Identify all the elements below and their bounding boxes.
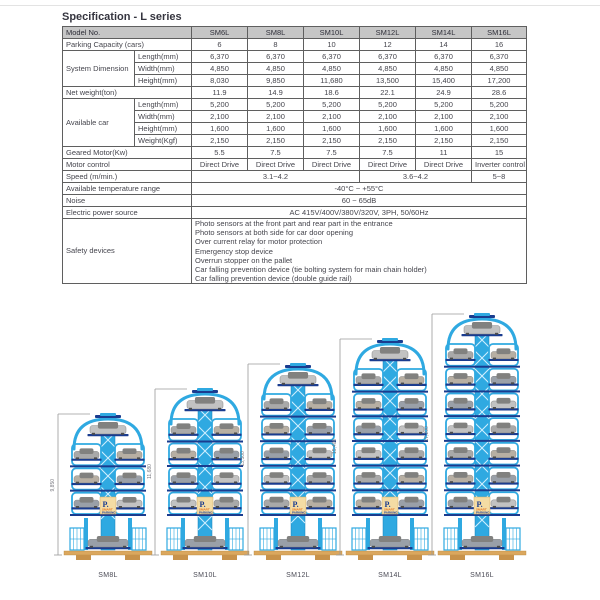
cell: 15 [472, 147, 527, 159]
sub-label: Length(mm) [135, 51, 192, 63]
header-model-sm12l: SM12L [360, 27, 416, 39]
tower-dim-label: 17,200 [424, 426, 430, 442]
svg-text:SMART: SMART [476, 507, 487, 512]
header-model-sm10l: SM10L [304, 27, 360, 39]
row-label-system-dimension: System Dimension [63, 51, 135, 87]
table-row-temperature [63, 183, 527, 195]
cell: 1,600 [416, 123, 472, 135]
smart-parking-sign [100, 497, 116, 515]
cell: 24.9 [416, 87, 472, 99]
level-rail [260, 489, 336, 491]
table-row-netweight [63, 87, 527, 99]
cell-speed-range-2: 3.6~4.2 [360, 171, 472, 183]
cell-speed-range-3: 5~8 [472, 171, 527, 183]
cell: 8,030 [192, 75, 248, 87]
header-model-no: Model No. [63, 27, 192, 39]
cell: 10 [304, 39, 360, 51]
pallet-plank [64, 551, 152, 555]
car-cabin-icon [220, 497, 234, 503]
svg-text:PARKING: PARKING [199, 510, 213, 515]
car-cabin-icon [405, 472, 419, 478]
cell: 6,370 [192, 51, 248, 63]
cell: 6,370 [304, 51, 360, 63]
row-label-temperature: Available temperature range [63, 183, 192, 195]
table-row-geared-motor [63, 147, 527, 159]
cell: 18.6 [304, 87, 360, 99]
level-rail [444, 465, 520, 467]
car-cabin-icon [98, 422, 118, 429]
car-cabin-icon [454, 373, 468, 379]
car-cabin-icon [497, 398, 511, 404]
tower-model-label: SM14L [378, 572, 402, 579]
car-cabin-icon [497, 472, 511, 478]
pallet-foot [173, 555, 188, 560]
header-model-sm14l: SM14L [416, 27, 472, 39]
smart-parking-sign [197, 497, 213, 515]
level-rail [70, 490, 146, 492]
svg-text:PARKING: PARKING [292, 510, 306, 515]
car-cabin-icon [288, 372, 308, 379]
table-header-row [63, 27, 527, 39]
tower-illustration-sm16l [418, 313, 546, 567]
cell: Direct Drive [192, 159, 248, 171]
car-cabin-icon [123, 497, 137, 503]
car-cabin-icon [454, 497, 468, 503]
smart-parking-sign [290, 497, 306, 515]
table-row-sysdim-length [63, 51, 527, 63]
cell: 1,600 [304, 123, 360, 135]
car-cabin-icon [177, 472, 191, 478]
sub-label: Width(mm) [135, 63, 192, 75]
page-title: Specification - L series [62, 11, 182, 23]
sign-p-letter: P. [102, 500, 109, 509]
cell: Direct Drive [360, 159, 416, 171]
table-row-car-length [63, 99, 527, 111]
car-cabin-icon [454, 447, 468, 453]
tower-model-label: SM12L [286, 572, 310, 579]
car-cabin-icon [313, 398, 327, 404]
cell-safety-devices [192, 219, 527, 284]
level-rail [352, 440, 428, 442]
car-cabin-icon [362, 472, 376, 478]
level-rail [352, 391, 428, 393]
safety-line: Car falling prevention device (double guide rail) [195, 274, 352, 284]
car-cabin-icon [362, 423, 376, 429]
cell: 6 [192, 39, 248, 51]
level-rail [444, 489, 520, 491]
cell: 2,100 [192, 111, 248, 123]
car-cabin-icon [362, 373, 376, 379]
pallet-foot [499, 555, 514, 560]
level-rail [444, 366, 520, 368]
car-cabin-icon [313, 497, 327, 503]
tower-model-label: SM8L [98, 572, 118, 579]
svg-text:SMART: SMART [292, 507, 303, 512]
table-row-motor-control [63, 159, 527, 171]
cell: 4,850 [304, 63, 360, 75]
svg-text:PARKING: PARKING [102, 510, 116, 515]
tower-dim-label: 15,400 [332, 438, 338, 454]
car-cabin-icon [405, 497, 419, 503]
cell: 17,200 [472, 75, 527, 87]
level-rail [352, 465, 428, 467]
cell-power: AC 415V/400V/380V/320V, 3PH, 50/60Hz [192, 207, 527, 219]
pallet-foot [125, 555, 140, 560]
cell: 1,600 [192, 123, 248, 135]
car-cabin-icon [405, 447, 419, 453]
mast [383, 352, 397, 550]
pallet-plank [438, 551, 526, 555]
car-cabin-icon [497, 348, 511, 354]
cell: 15,400 [416, 75, 472, 87]
svg-text:SMART: SMART [384, 507, 395, 512]
car-cabin-icon [177, 497, 191, 503]
cell: 4,850 [416, 63, 472, 75]
cell: 2,150 [416, 135, 472, 147]
cell: 14.9 [248, 87, 304, 99]
row-label-motor-control: Motor control [63, 159, 192, 171]
cell: 5,200 [472, 99, 527, 111]
safety-line: Photo sensors at the front part and rear part in the entrance [195, 219, 393, 228]
svg-text:PARKING: PARKING [476, 510, 490, 515]
cell: 2,100 [304, 111, 360, 123]
car-cabin-icon [97, 536, 119, 542]
level-rail [444, 440, 520, 442]
tower-dim-label: 11,680 [147, 464, 153, 479]
car-cabin-icon [313, 423, 327, 429]
car-cabin-icon [287, 536, 309, 542]
cell: 1,600 [472, 123, 527, 135]
row-label-noise: Noise [63, 195, 192, 207]
row-label-power: Electric power source [63, 207, 192, 219]
mast [475, 327, 489, 550]
cell: 12 [360, 39, 416, 51]
cell-speed-range-1: 3.1~4.2 [192, 171, 360, 183]
car-cabin-icon [220, 423, 234, 429]
cell: 8 [248, 39, 304, 51]
header-model-sm6l: SM6L [192, 27, 248, 39]
sub-label: Length(mm) [135, 99, 192, 111]
cell: 11,680 [304, 75, 360, 87]
cell: 14 [416, 39, 472, 51]
cell: 9,850 [248, 75, 304, 87]
car-cabin-icon [497, 497, 511, 503]
car-cabin-icon [497, 373, 511, 379]
level-rail [352, 489, 428, 491]
car-cabin-icon [80, 473, 94, 479]
level-rail [444, 415, 520, 417]
cell: Direct Drive [416, 159, 472, 171]
pallet-foot [76, 555, 91, 560]
car-cabin-icon [362, 497, 376, 503]
level-rail [444, 390, 520, 392]
cell-temperature: -40°C ~ +55°C [192, 183, 527, 195]
cell: 6,370 [416, 51, 472, 63]
car-cabin-icon [454, 472, 468, 478]
row-label-safety: Safety devices [63, 219, 192, 284]
svg-text:SMART: SMART [102, 507, 113, 512]
safety-line: Photo sensors at both side for car door opening [195, 228, 354, 238]
pallet-foot [266, 555, 281, 560]
safety-line: Overrun stopper on the pallet [195, 255, 293, 265]
car-cabin-icon [362, 447, 376, 453]
sign-p-letter: P. [199, 500, 206, 509]
car-cabin-icon [472, 322, 492, 329]
sub-label: Height(mm) [135, 123, 192, 135]
cell: 5,200 [192, 99, 248, 111]
cell: 7.5 [360, 147, 416, 159]
pallet-foot [450, 555, 465, 560]
car-cabin-icon [123, 473, 137, 479]
cell: Direct Drive [248, 159, 304, 171]
tower-svg [418, 313, 546, 562]
table-row-speed [63, 171, 527, 183]
tower-dim-label: 9,850 [50, 478, 56, 492]
car-cabin-icon [454, 423, 468, 429]
car-cabin-icon [270, 497, 284, 503]
car-cabin-icon [220, 472, 234, 478]
car-cabin-icon [177, 448, 191, 454]
header-model-sm8l: SM8L [248, 27, 304, 39]
cell: 2,100 [416, 111, 472, 123]
cell: 11 [416, 147, 472, 159]
cell: 5,200 [360, 99, 416, 111]
level-rail [260, 465, 336, 467]
sign-p-letter: P. [384, 500, 391, 509]
cell: 4,850 [472, 63, 527, 75]
cell: 13,500 [360, 75, 416, 87]
cell: 2,100 [248, 111, 304, 123]
car-cabin-icon [497, 423, 511, 429]
cell: 16 [472, 39, 527, 51]
sub-label: Weight(Kgf) [135, 135, 192, 147]
header-model-sm16l: SM16L [472, 27, 527, 39]
tower-model-label: SM10L [193, 572, 217, 579]
car-cabin-icon [362, 398, 376, 404]
cell: 5,200 [248, 99, 304, 111]
level-rail [352, 415, 428, 417]
pallet-foot [358, 555, 373, 560]
cell: 2,150 [192, 135, 248, 147]
cell: 2,150 [360, 135, 416, 147]
safety-line: Emergency stop device [195, 246, 273, 256]
car-cabin-icon [80, 497, 94, 503]
cell: 28.6 [472, 87, 527, 99]
cell: Inverter control [472, 159, 527, 171]
car-cabin-icon [194, 536, 216, 542]
svg-text:PARKING: PARKING [384, 510, 398, 515]
row-label-capacity: Parking Capacity (cars) [63, 39, 192, 51]
car-cabin-icon [270, 398, 284, 404]
car-cabin-icon [405, 423, 419, 429]
car-cabin-icon [313, 472, 327, 478]
cell: Direct Drive [304, 159, 360, 171]
car-cabin-icon [195, 397, 215, 404]
svg-text:SMART: SMART [199, 507, 210, 512]
level-rail [260, 440, 336, 442]
cell: 11.9 [192, 87, 248, 99]
cell: 5,200 [304, 99, 360, 111]
level-rail [167, 490, 243, 492]
sub-label: Width(mm) [135, 111, 192, 123]
car-cabin-icon [454, 348, 468, 354]
table-row-noise [63, 195, 527, 207]
row-label-netweight: Net weight(ton) [63, 87, 192, 99]
car-cabin-icon [454, 398, 468, 404]
cell: 2,150 [304, 135, 360, 147]
cell: 7.5 [304, 147, 360, 159]
safety-line: Car falling prevention device (tie bolting system for main chain holder) [195, 265, 427, 275]
car-cabin-icon [405, 398, 419, 404]
sub-label: Height(mm) [135, 75, 192, 87]
car-cabin-icon [220, 448, 234, 454]
cell: 2,150 [472, 135, 527, 147]
smart-parking-sign [382, 497, 398, 515]
sign-p-letter: P. [292, 500, 299, 509]
car-cabin-icon [270, 423, 284, 429]
cell: 6,370 [248, 51, 304, 63]
cell: 6,370 [472, 51, 527, 63]
cell: 7.5 [248, 147, 304, 159]
cell: 4,850 [248, 63, 304, 75]
specification-table [62, 26, 527, 284]
cell-noise: 60 ~ 65dB [192, 195, 527, 207]
table-row-safety [63, 219, 527, 284]
table-row-capacity [63, 39, 527, 51]
level-rail [167, 465, 243, 467]
level-rail [70, 465, 146, 467]
cell: 4,850 [192, 63, 248, 75]
smart-parking-sign [474, 497, 490, 515]
car-cabin-icon [497, 447, 511, 453]
tower-model-label: SM16L [470, 572, 494, 579]
row-label-geared-motor: Geared Motor(Kw) [63, 147, 192, 159]
row-label-available-car: Available car [63, 99, 135, 147]
cell: 5.5 [192, 147, 248, 159]
car-cabin-icon [313, 448, 327, 454]
cell: 2,100 [360, 111, 416, 123]
safety-line: Over current relay for motor protection [195, 237, 323, 247]
cell: 5,200 [416, 99, 472, 111]
car-cabin-icon [270, 472, 284, 478]
car-cabin-icon [405, 373, 419, 379]
cell: 22.1 [360, 87, 416, 99]
car-cabin-icon [177, 423, 191, 429]
cell: 6,370 [360, 51, 416, 63]
tower-dim-label: 13,500 [240, 451, 246, 467]
car-cabin-icon [80, 448, 94, 454]
cell: 2,150 [248, 135, 304, 147]
cell: 2,100 [472, 111, 527, 123]
page-top-rule [0, 5, 600, 6]
car-cabin-icon [123, 448, 137, 454]
level-rail [260, 416, 336, 418]
table-row-power [63, 207, 527, 219]
cell: 4,850 [360, 63, 416, 75]
car-cabin-icon [380, 347, 400, 354]
cell: 1,600 [248, 123, 304, 135]
car-cabin-icon [471, 536, 493, 542]
car-cabin-icon [270, 448, 284, 454]
cell: 1,600 [360, 123, 416, 135]
level-rail [167, 441, 243, 443]
row-label-speed: Speed (m/min.) [63, 171, 192, 183]
car-cabin-icon [379, 536, 401, 542]
sign-p-letter: P. [476, 500, 483, 509]
